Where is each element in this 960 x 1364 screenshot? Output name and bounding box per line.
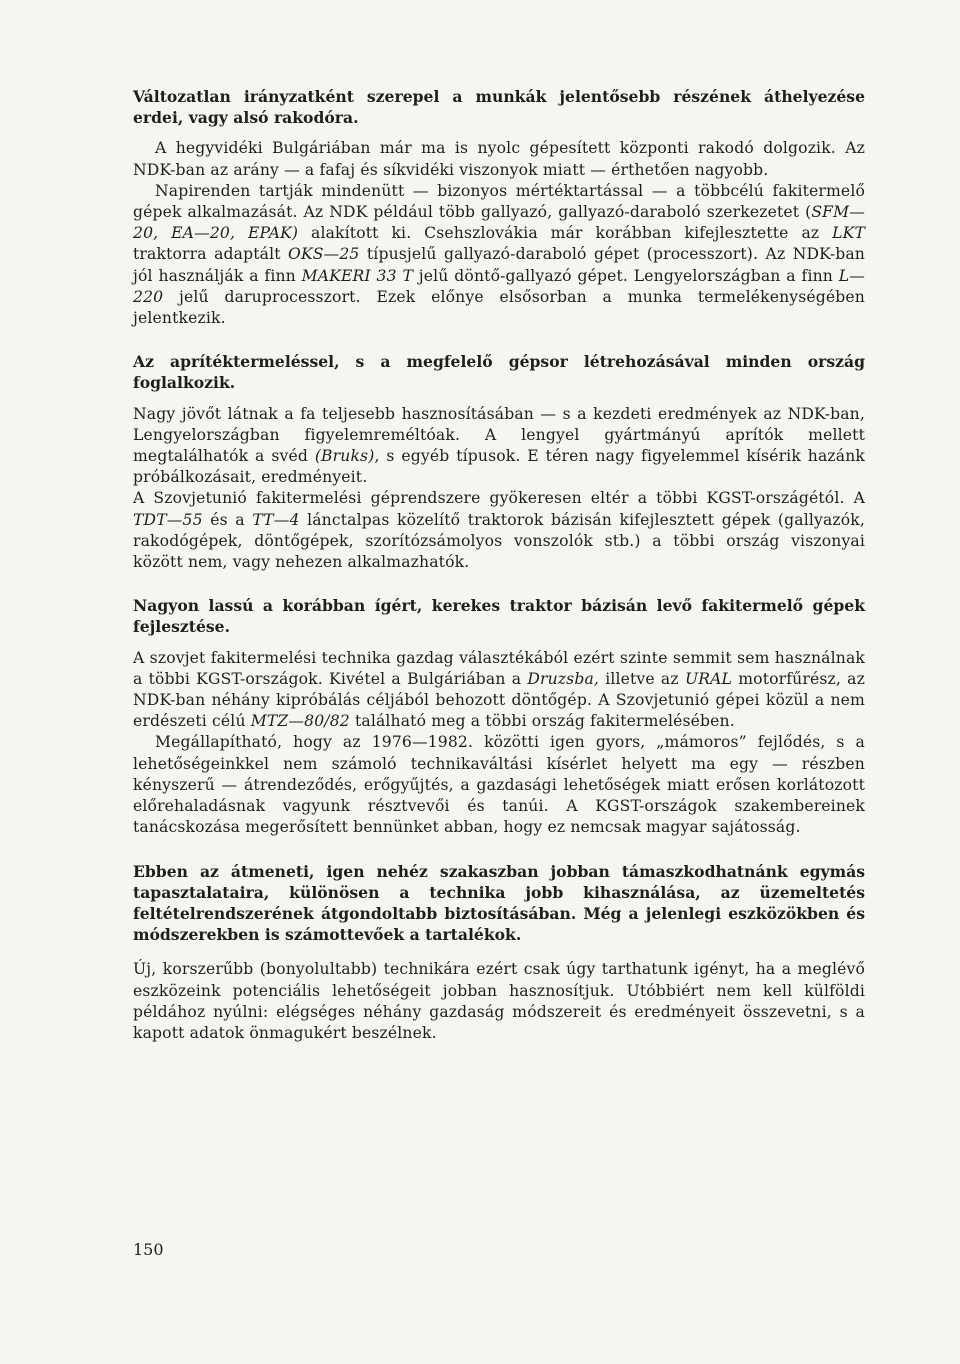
paragraph-szovjet-geprendszer: A Szovjetunió fakitermelési géprendszere gyökeresen eltér a többi KGST-országétól. A TDT—55 és a TT—4 lánctalpas közelítő traktorok bázisán kifejlesztett gépek (gallyazók, rakodógépek, döntőgépek, szorítózsámolyos vonszolók stb.) a többi ország viszonyai között nem, vagy nehezen alkalmazhatók. (133, 489, 865, 572)
section-1-heading: Változatlan irányzatként szerepel a munkák jelentősebb részének áthelyezése erdei, vagy alsó rakodóra. (133, 87, 865, 128)
section-4-heading: Ebben az átmeneti, igen nehéz szakaszban jobban támaszkodhatnánk egymás tapasztalataira, különösen a technika jobb kihasználása, az üzemeltetés feltételrendszerének átgondoltabb biztosításában. Még a jelenlegi eszközökben és módszerekben is számottevőek a tartalékok. (133, 861, 865, 945)
paragraph-aprito: Nagy jövőt látnak a fa teljesebb hasznosításában — s a kezdeti eredmények az NDK-ban, Lengyelországban figyelemreméltóak. A lengyel gyártmányú aprítók mellett megtalálhatók a svéd (Bruks), s egyéb típusok. E téren nagy figyelemmel kísérik hazánk próbálkozásait, eredményeit. (133, 404, 866, 487)
paragraph-bulgaria-rakodo: A hegyvidéki Bulgáriában már ma is nyolc gépesített központi rakodó dolgozik. Az NDK-ban az arány — a fafaj és síkvidéki viszonyok miatt — érthetően nagyobb. (133, 139, 865, 179)
section-2-heading: Az aprítéktermeléssel, s a megfelelő gépsor létrehozásával minden ország foglalkozik. (133, 352, 865, 393)
paragraph-uj-technika: Új, korszerűbb (bonyolultabb) technikára ezért csak úgy tarthatunk igényt, ha a meglévő eszközeink potenciális lehetőségeit jobban hasznosítjuk. Utóbbiért nem kell külföldi példához nyúlni: elégséges néhány gazdaság módszereit és eredményeit összevetni, s a kapott adatok önmagukért beszélnek. (133, 960, 865, 1042)
page-number: 150 (133, 1240, 164, 1259)
paragraph-megallapithato: Megállapítható, hogy az 1976—1982. közötti igen gyors, „mámoros” fejlődés, s a lehetőségeinkkel nem számoló technikaváltási kísérlet helyett ma egy — részben kényszerű — átrendeződés, erőgyűjtés, a gazdasági lehetőségek miatt erősen korlátozott előrehaladásnak vagyunk résztvevői és tanúi. A KGST-országok szakembereinek tanácskozása megerősített bennünket abban, hogy ez nemcsak magyar sajátosság. (133, 733, 865, 837)
paragraph-tobbcelu-gepek: Napirenden tartják mindenütt — bizonyos mértéktartással — a többcélú fakitermelő gépek alkalmazását. Az NDK például több gallyazó, gallyazó-daraboló szerkezetet (SFM—20, EA—20, EPAK) alakított ki. Csehszlovákia már korábban kifejlesztette az LKT traktorra adaptált OKS—25 típusjelű gallyazó-daraboló gépet (processzort). Az NDK-ban jól használják a finn MAKERI 33 T jelű döntő-gallyazó gépet. Lengyelországban a finn L—220 jelű daruprocesszort. Ezek előnye elsősorban a munka termelékenységében jelentkezik. (133, 181, 866, 328)
section-3-heading: Nagyon lassú a korábban ígért, kerekes traktor bázisán levő fakitermelő gépek fejlesztése. (133, 596, 865, 637)
paragraph-szovjet-technika: A szovjet fakitermelési technika gazdag választékából ezért szinte semmit sem használnak a többi KGST-országok. Kivétel a Bulgáriában a Druzsba, illetve az URAL motorfűrész, az NDK-ban néhány kipróbálás céljából behozott döntőgép. A Szovjetunió gépei közül a nem erdészeti célú MTZ—80/82 található meg a többi ország fakitermelésében. (133, 648, 865, 731)
